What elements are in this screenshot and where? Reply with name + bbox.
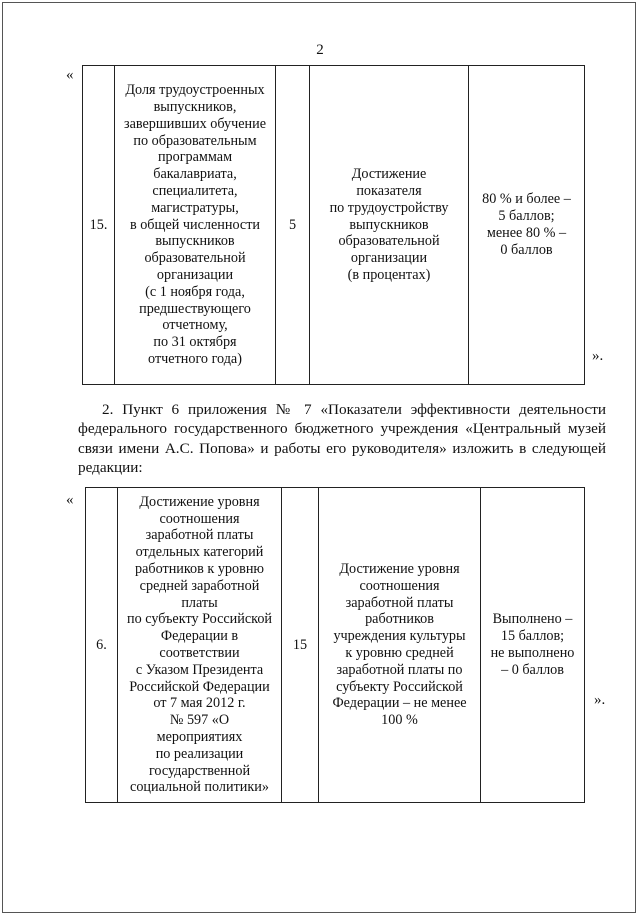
criterion-cell: Достижение уровня соотношения заработной платы работников учреждения культуры к уровню средней заработной платы по субъекту Российской Федерации – не менее 100 %	[319, 488, 481, 803]
amendment-paragraph: 2. Пункт 6 приложения № 7 «Показатели эффективности деятельности федерального государственного бюджетного учреждения «Центральный музей связи имени А.С. Попова» и работы его руководителя» изложить в следующей редакции:	[78, 401, 606, 476]
row-number-cell: 6.	[86, 488, 118, 803]
criterion-cell: Достижение показателя по трудоустройству выпускников образовательной организации (в процентах)	[310, 66, 469, 385]
table1-close-quote: ».	[592, 348, 604, 364]
table-row	[83, 66, 585, 385]
points-cell: 5	[276, 66, 310, 385]
indicator-table-1	[82, 65, 585, 385]
indicator-cell: Достижение уровня соотношения заработной платы отдельных категорий работников к уровню средней заработной платы по субъекту Российской Федерации в соответствии с Указом Президента Российской Федерации от 7 мая 2012 г. № 597 «О мероприятиях по реализации государственной социальной политики»	[118, 488, 282, 803]
indicator-cell: Доля трудоустроенных выпускников, завершивших обучение по образовательным программам бакалавриата, специалитета, магистратуры, в общей численности выпускников образовательной организации (с 1 ноября года, предшествующего отчетному, по 31 октября отчетного года)	[115, 66, 276, 385]
table-row	[86, 488, 585, 803]
indicator-table-2	[85, 487, 585, 803]
table2-close-quote: ».	[594, 692, 606, 708]
table1-open-quote: «	[66, 67, 74, 83]
points-cell: 15	[282, 488, 319, 803]
table2-open-quote: «	[66, 492, 74, 508]
scoring-cell: Выполнено – 15 баллов; не выполнено – 0 баллов	[481, 488, 585, 803]
scoring-cell: 80 % и более – 5 баллов; менее 80 % – 0 баллов	[469, 66, 585, 385]
row-number-cell: 15.	[83, 66, 115, 385]
page-number: 2	[316, 42, 324, 58]
